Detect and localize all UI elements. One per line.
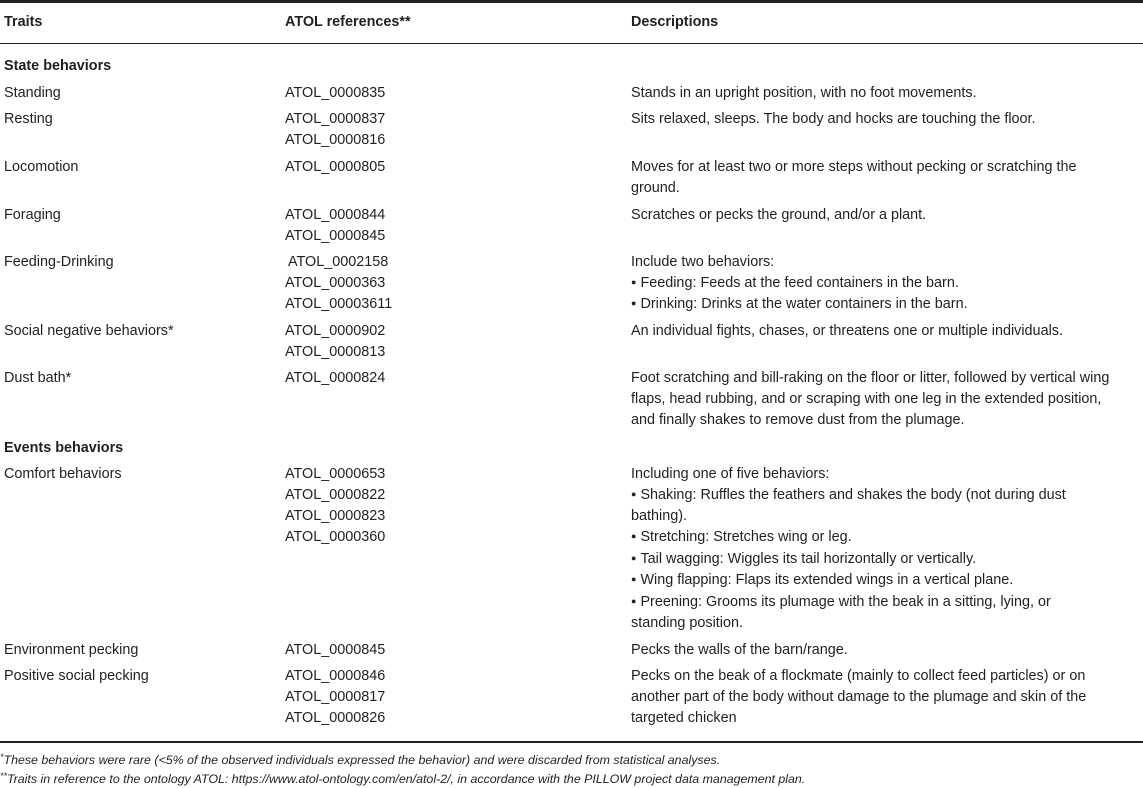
atol-ref: ATOL_0000360	[285, 529, 386, 545]
atol-ref: ATOL_0000822	[285, 487, 386, 503]
atol-ref: ATOL_0000824	[285, 370, 386, 386]
description-line: An individual fights, chases, or threatens one or multiple individuals.	[631, 323, 1063, 339]
atol-ref: ATOL_0000835	[285, 85, 386, 101]
description-line: Stands in an upright position, with no foot movements.	[631, 85, 977, 101]
footnote-text: Traits in reference to the ontology ATOL: https://www.atol-ontology.com/en/atol-2/, in accordance with the PILLOW project data management plan.	[7, 772, 806, 786]
table-header-rule	[0, 43, 1143, 44]
trait-foraging: Foraging	[4, 207, 61, 223]
trait-resting: Resting	[4, 111, 53, 127]
description-bullet-item: Stretching: Stretches wing or leg.	[640, 529, 852, 545]
trait-feeding-drinking: Feeding-Drinking	[4, 254, 114, 270]
trait-dust-bath: Dust bath*	[4, 370, 72, 386]
trait-positive-social-pecking: Positive social pecking	[4, 668, 149, 684]
description-line: Sits relaxed, sleeps. The body and hocks are touching the floor.	[631, 111, 1036, 127]
trait-social-negative-behaviors: Social negative behaviors*	[4, 323, 174, 339]
atol-ref: ATOL_0000823	[285, 508, 386, 524]
description-line: standing position.	[631, 615, 744, 631]
description-bullet-item: Preening: Grooms its plumage with the beak in a sitting, lying, or	[640, 594, 1051, 610]
description-line: another part of the body without damage to the plumage and skin of the	[631, 689, 1087, 705]
description-bullet-item: Drinking: Drinks at the water containers in the barn.	[640, 296, 968, 312]
section-events-behaviors: Events behaviors	[4, 440, 124, 456]
description-line: Foot scratching and bill-raking on the floor or litter, followed by vertical wing	[631, 370, 1110, 386]
description-line: Including one of five behaviors:	[631, 466, 830, 482]
description-line: and finally shakes to remove dust from the plumage.	[631, 412, 965, 428]
header-traits: Traits	[4, 14, 43, 30]
description-line: Include two behaviors:	[631, 254, 775, 270]
description-line: Pecks on the beak of a flockmate (mainly to collect feed particles) or on	[631, 668, 1086, 684]
description-line: Pecks the walls of the barn/range.	[631, 642, 848, 658]
description-bullet-item: Wing flapping: Flaps its extended wings in a vertical plane.	[640, 572, 1014, 588]
atol-ref: ATOL_0000653	[285, 466, 386, 482]
footnote-atol-ontology	[0, 767, 805, 788]
atol-ref: ATOL_0000844	[285, 207, 386, 223]
atol-ref: ATOL_0000813	[285, 344, 386, 360]
footnote-text: These behaviors were rare (<5% of the observed individuals expressed the behavior) and were discarded from statistical analyses.	[3, 753, 721, 767]
description-bullet-item: Tail wagging: Wiggles its tail horizontally or vertically.	[640, 551, 977, 567]
description-line: Moves for at least two or more steps without pecking or scratching the	[631, 159, 1077, 175]
atol-ref: ATOL_0000845	[285, 228, 386, 244]
trait-environment-pecking: Environment pecking	[4, 642, 139, 658]
description-line: ground.	[631, 180, 680, 196]
footnote-mark: **	[0, 771, 8, 781]
header-descriptions: Descriptions	[631, 14, 719, 30]
section-state-behaviors: State behaviors	[4, 58, 112, 74]
atol-ref: ATOL_0000837	[285, 111, 386, 127]
atol-ref: ATOL_0000363	[285, 275, 386, 291]
description-line: targeted chicken	[631, 710, 737, 726]
footnote-mark: *	[0, 752, 4, 762]
footnote-rare-behaviors	[0, 748, 720, 769]
atol-ref: ATOL_0002158	[288, 254, 389, 270]
trait-standing: Standing	[4, 85, 61, 101]
trait-comfort-behaviors: Comfort behaviors	[4, 466, 122, 482]
atol-ref: ATOL_0000846	[285, 668, 386, 684]
atol-ref: ATOL_0000826	[285, 710, 386, 726]
atol-ref: ATOL_00003611	[285, 296, 393, 312]
description-bullet-item: Shaking: Ruffles the feathers and shakes the body (not during dust	[640, 487, 1066, 503]
description-line: flaps, head rubbing, and or scraping with one leg in the extended position,	[631, 391, 1102, 407]
atol-ref: ATOL_0000845	[285, 642, 386, 658]
atol-ref: ATOL_0000805	[285, 159, 386, 175]
description-bullet-item: Feeding: Feeds at the feed containers in the barn.	[640, 275, 959, 291]
description-line: bathing).	[631, 508, 688, 524]
atol-ref: ATOL_0000902	[285, 323, 386, 339]
atol-ref: ATOL_0000817	[285, 689, 386, 705]
description-line: Scratches or pecks the ground, and/or a plant.	[631, 207, 927, 223]
header-atol-references: ATOL references**	[285, 14, 411, 30]
table-top-rule	[0, 0, 1143, 3]
trait-locomotion: Locomotion	[4, 159, 79, 175]
table-bottom-rule	[0, 741, 1143, 743]
atol-ref: ATOL_0000816	[285, 132, 386, 148]
